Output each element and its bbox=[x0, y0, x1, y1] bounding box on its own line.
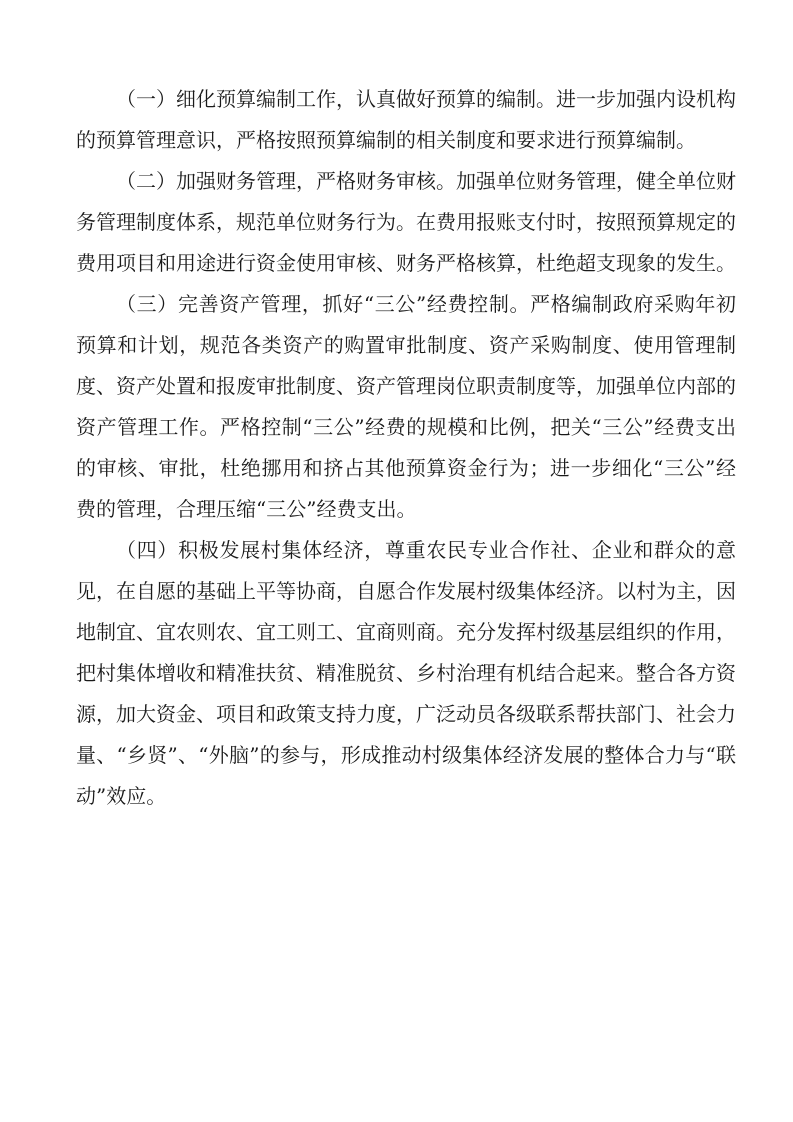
paragraph-budget-preparation: （一）细化预算编制工作，认真做好预算的编制。进一步加强内设机构的预算管理意识，严格按照预算编制的相关制度和要求进行预算编制。 bbox=[76, 87, 736, 152]
paragraph-village-collective-economy: （四）积极发展村集体经济，尊重农民专业合作社、企业和群众的意见，在自愿的基础上平等协商，自愿合作发展村级集体经济。以村为主，因地制宜、宜农则农、宜工则工、宜商则商。充分发挥村级基层组织的作用，把村集体增收和精准扶贫、精准脱贫、乡村治理有机结合起来。整合各方资源，加大资金、项目和政策支持力度，广泛动员各级联系帮扶部门、社会力量、“乡贤”、“外脑”的参与，形成推动村级集体经济发展的整体合力与“联动”效应。 bbox=[76, 538, 736, 808]
paragraph-financial-management: （二）加强财务管理，严格财务审核。加强单位财务管理，健全单位财务管理制度体系，规范单位财务行为。在费用报账支付时，按照预算规定的费用项目和用途进行资金使用审核、财务严格核算，杜绝超支现象的发生。 bbox=[76, 169, 736, 275]
document-body bbox=[76, 79, 736, 817]
paragraph-asset-management: （三）完善资产管理，抓好“三公”经费控制。严格编制政府采购年初预算和计划，规范各类资产的购置审批制度、资产采购制度、使用管理制度、资产处置和报废审批制度、资产管理岗位职责制度等，加强单位内部的资产管理工作。严格控制“三公”经费的规模和比例，把关“三公”经费支出的审核、审批，杜绝挪用和挤占其他预算资金行为；进一步细化“三公”经费的管理，合理压缩“三公”经费支出。 bbox=[76, 292, 736, 521]
